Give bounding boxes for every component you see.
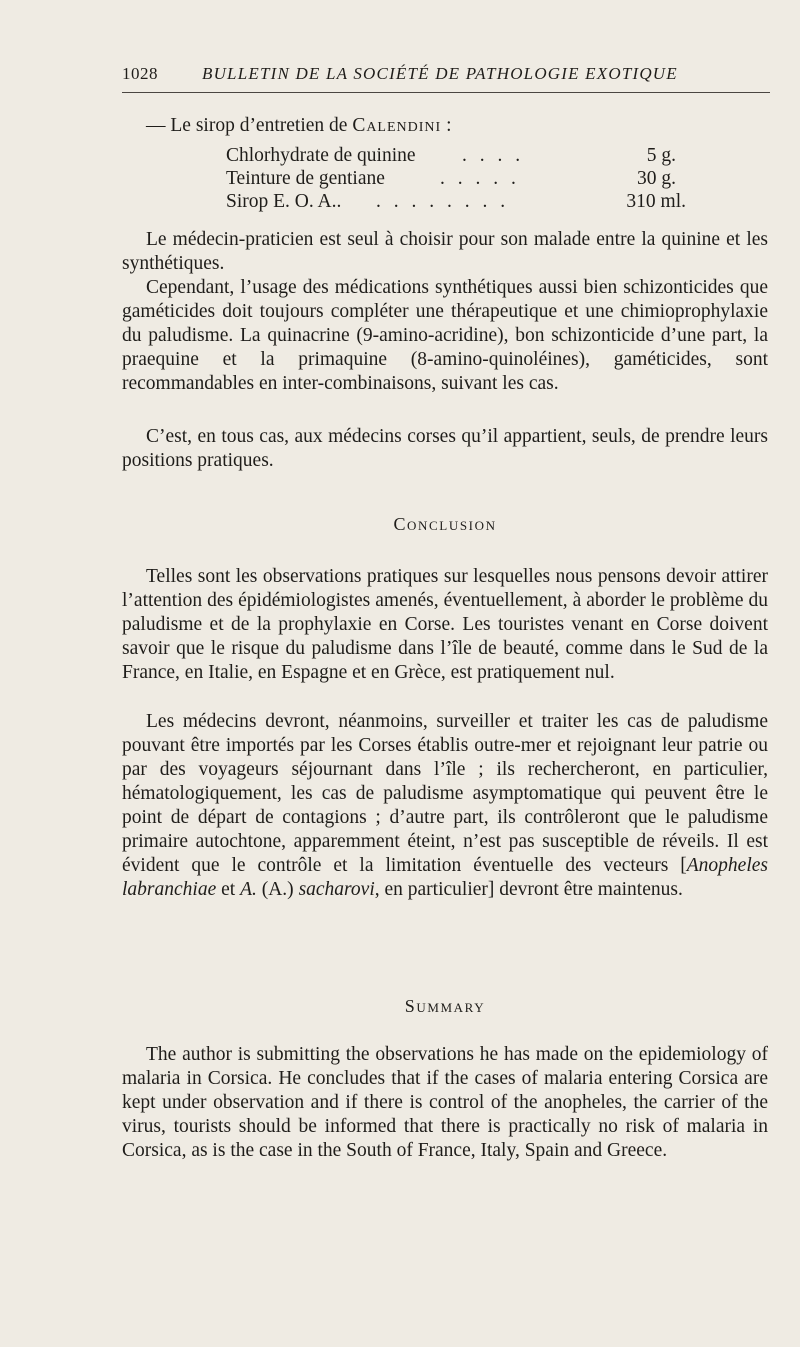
recipe-item-quantity: 310 ml.: [626, 191, 686, 212]
species-sacharovi: sacharovi: [298, 879, 375, 900]
species-anopheles-labranchiae: Anopheles labranchiae: [122, 855, 768, 900]
recipe-intro-prefix: — Le sirop d’entretien de: [146, 115, 353, 136]
recipe-table: [226, 144, 686, 213]
recipe-leader-dots: . . . . . . . .: [376, 191, 510, 212]
recipe-row: [226, 167, 686, 190]
conclusion-paragraph-2: [122, 710, 768, 902]
recipe-item-quantity: 30 g.: [637, 168, 676, 189]
paragraph-synthetics: Cependant, l’usage des médications synthétiques aussi bien schizonticides que gaméticides doit toujours compléter une thérapeutique et une chimioprophylaxie du paludisme. La quinacrine (9-amino-acridine), bon schizonticide d’une part, la praequine et la primaquine (8-amino-quinoléines), gaméticides, sont recommandables en inter-combinaisons, suivant les cas.: [122, 277, 768, 394]
recipe-item-name: Sirop E. O. A..: [226, 191, 342, 212]
recipe-author: Calendini: [352, 115, 442, 136]
conclusion-heading: Conclusion: [393, 514, 497, 534]
recipe-leader-dots: . . . .: [462, 145, 525, 166]
conclusion-paragraph-2-tail: , en particulier] devront être maintenus.: [374, 879, 683, 900]
summary-heading: Summary: [404, 996, 486, 1016]
summary-paragraph: The author is submitting the observations he has made on the epidemiology of malaria in Corsica. He concludes that if the cases of malaria entering Corsica are kept under observation and if there is control of the anopheles, the carrier of the virus, tourists should be informed that there is practically no risk of malaria in Corsica, as is the case in the South of France, Italy, Spain and Greece.: [122, 1044, 768, 1161]
paragraph-corsican-doctors: C’est, en tous cas, aux médecins corses qu’il appartient, seuls, de prendre leurs positions pratiques.: [122, 426, 768, 471]
recipe-row: [226, 144, 686, 167]
running-header: [122, 62, 770, 93]
recipe-leader-dots: . . . . .: [440, 168, 520, 189]
recipe-intro: [122, 114, 768, 138]
page-number: 1028: [122, 64, 158, 83]
recipe-row: [226, 190, 686, 213]
recipe-intro-suffix: :: [441, 115, 452, 136]
species-subgenus: (A.): [261, 879, 294, 900]
conclusion-paragraph-2-text: Les médecins devront, néanmoins, surveiller et traiter les cas de paludisme pouvant être importés par les Corses établis outre-mer et rejoignant leur patrie ou par des voyageurs séjournant dans l’île ; ils rechercheront, en particulier, hématologiquement, les cas de paludisme asymptomatique qui peuvent être le point de départ de contagions ; d’autre part, ils contrôleront que le paludisme primaire autochtone, apparemment éteint, n’est pas susceptible de réveils. Il est évident que le contrôle et la limitation éventuelle des vecteurs [: [122, 711, 768, 876]
recipe-item-name: Chlorhydrate de quinine: [226, 145, 416, 166]
conjunction: et: [216, 879, 241, 900]
species-genus-abbrev: A.: [240, 879, 257, 900]
recipe-item-quantity: 5 g.: [646, 145, 676, 166]
recipe-item-name: Teinture de gentiane: [226, 168, 385, 189]
paragraph-choice: Le médecin-praticien est seul à choisir pour son malade entre la quinine et les synthétiques.: [122, 229, 768, 274]
running-title: BULLETIN DE LA SOCIÉTÉ DE PATHOLOGIE EXOTIQUE: [202, 64, 678, 83]
conclusion-paragraph-1: Telles sont les observations pratiques sur lesquelles nous pensons devoir attirer l’attention des épidémiologistes amenés, éventuellement, à aborder le problème du paludisme et de la prophylaxie en Corse. Les touristes venant en Corse doivent savoir que le risque du paludisme dans l’île de beauté, comme dans le Sud de la France, en Italie, en Espagne et en Grèce, est pratiquement nul.: [122, 566, 768, 683]
